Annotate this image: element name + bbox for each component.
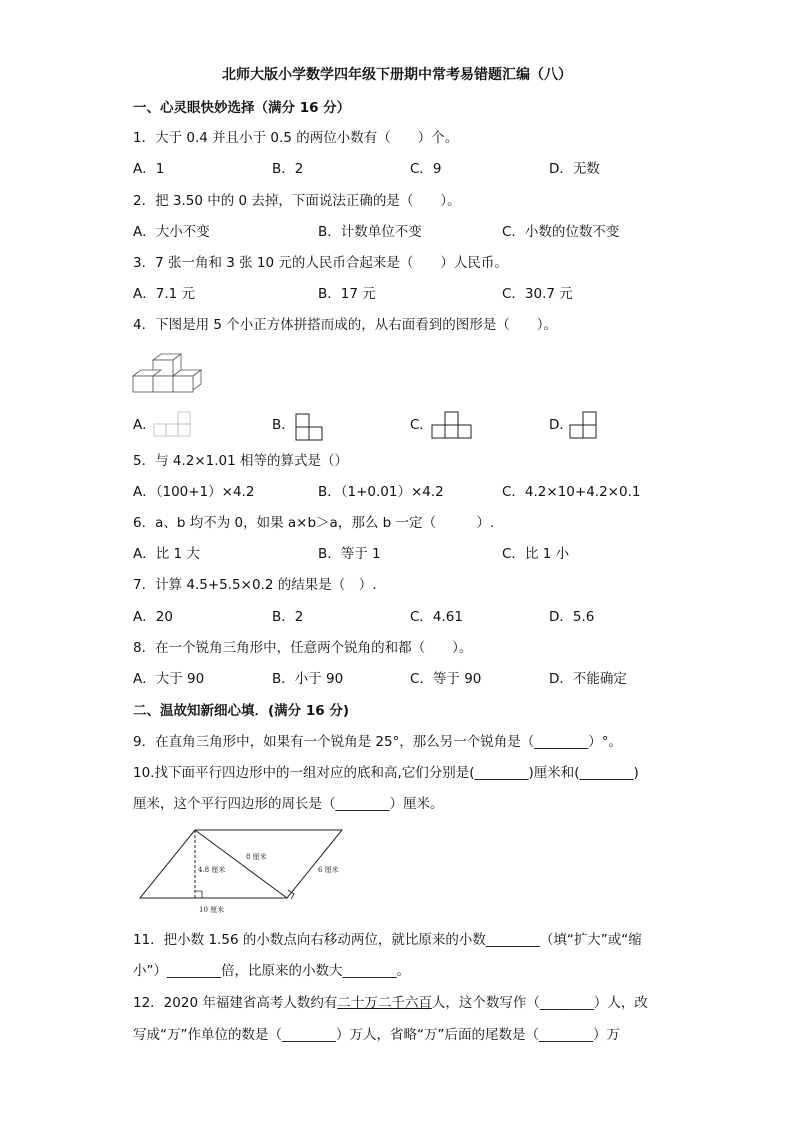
q12-line2: 写成“万”作单位的数是（________）万人，省略“万”后面的尾数是（________）万	[133, 1027, 620, 1043]
q7-option-d: D．5.6	[549, 609, 595, 625]
q2-option-b: B．计数单位不变	[318, 224, 422, 240]
q11-line1: 11．把小数 1.56 的小数点向右移动两位，就比原来的小数________（填“扩大”或“缩	[133, 932, 642, 948]
q2-stem: 2．把 3.50 中的 0 去掉，下面说法正确的是（ ）。	[133, 193, 461, 209]
diagonal-label: 8 厘米	[246, 853, 267, 861]
q12-line1	[133, 994, 648, 1012]
q7-option-a: A．20	[133, 609, 173, 625]
q6-option-b: B．等于 1	[318, 546, 381, 562]
q5-option-c: C．4.2×10+4.2×0.1	[502, 484, 641, 500]
q8-stem: 8．在一个锐角三角形中，任意两个锐角的和都（ ）。	[133, 640, 473, 656]
q6-option-c: C．比 1 小	[502, 546, 570, 562]
q6-stem: 6．a、b 均不为 0，如果 a×b＞a，那么 b 一定（ ）.	[133, 515, 495, 531]
q3-option-a: A．7.1 元	[133, 286, 195, 302]
q4-stem: 4．下图是用 5 个小正方体拼搭而成的，从右面看到的图形是（ ）。	[133, 317, 558, 333]
q4-option-a-figure	[154, 412, 190, 436]
q3-option-b: B．17 元	[318, 286, 376, 302]
q5-stem: 5．与 4.2×1.01 相等的算式是（）	[133, 453, 349, 469]
q8-option-d: D．不能确定	[549, 671, 627, 687]
q3-option-c: C．30.7 元	[502, 286, 573, 302]
q4-option-a: A．	[133, 417, 156, 433]
q12-underlined-number: 二十万二千六百	[337, 995, 432, 1011]
height-label: 4.8 厘米	[198, 866, 226, 874]
q7-option-c: C．4.61	[410, 609, 463, 625]
base-label: 10 厘米	[199, 906, 225, 914]
page-title: 北师大版小学数学四年级下册期中常考易错题汇编（八）	[222, 67, 572, 83]
q8-option-a: A．大于 90	[133, 671, 205, 687]
q9-stem: 9．在直角三角形中，如果有一个锐角是 25°，那么另一个锐角是（________）°。	[133, 734, 623, 750]
q1-option-d: D．无数	[549, 161, 600, 177]
parallelogram-figure	[138, 826, 352, 918]
q1-option-b: B．2	[272, 161, 304, 177]
q1-option-c: C．9	[410, 161, 442, 177]
q2-option-c: C．小数的位数不变	[502, 224, 620, 240]
q2-option-a: A．大小不变	[133, 224, 210, 240]
q1-option-a: A．1	[133, 161, 165, 177]
q4-option-c: C．	[410, 417, 433, 433]
q6-option-a: A．比 1 大	[133, 546, 200, 562]
q10-line2: 厘米，这个平行四边形的周长是（________）厘米。	[133, 796, 444, 812]
q12-line1-suffix: 人，这个数写作（________）人，改	[431, 995, 648, 1011]
q8-option-c: C．等于 90	[410, 671, 482, 687]
section1-heading: 一、心灵眼快妙选择（满分 16 分）	[133, 100, 351, 116]
q4-option-b-figure	[296, 414, 322, 440]
side-label: 6 厘米	[318, 866, 339, 874]
q11-line2: 小”）________倍，比原来的小数大________。	[133, 963, 410, 979]
q4-option-c-figure	[432, 412, 471, 438]
q10-line1: 10.找下面平行四边形中的一组对应的底和高,它们分别是(________)厘米和(________)	[133, 765, 639, 781]
q4-option-b: B．	[272, 417, 295, 433]
cube-stack-figure	[133, 352, 207, 394]
q7-option-b: B．2	[272, 609, 304, 625]
section2-heading: 二、温故知新细心填．(满分 16 分)	[133, 703, 350, 719]
q1-stem: 1．大于 0.4 并且小于 0.5 的两位小数有（ ）个。	[133, 130, 459, 146]
q4-option-d: D．	[549, 417, 573, 433]
q3-stem: 3．7 张一角和 3 张 10 元的人民币合起来是（ ）人民币。	[133, 255, 508, 271]
q4-option-d-figure	[570, 412, 596, 438]
q12-line1-prefix: 12．2020 年福建省高考人数约有	[133, 995, 338, 1011]
q8-option-b: B．小于 90	[272, 671, 344, 687]
q7-stem: 7．计算 4.5+5.5×0.2 的结果是（ ）.	[133, 577, 377, 593]
q5-option-b: B．（1+0.01）×4.2	[318, 484, 444, 500]
q5-option-a: A．（100+1）×4.2	[133, 484, 255, 500]
